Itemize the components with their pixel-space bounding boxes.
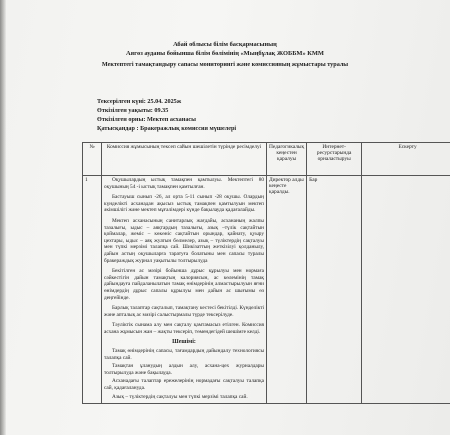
col-header-number: №	[83, 143, 102, 176]
decision-title: Шешімі:	[172, 339, 196, 346]
paragraph: Тәуліктік сынама алу мен сақталу қамтамасыз етілген. Комиссия асхана жұмысын жан – жақты тексеріп, төмендегідей шешімге келді.	[104, 322, 264, 335]
meta-time: Өткізілген уақыты: 09.35	[97, 107, 169, 114]
meta-participants: Қатысқандар : Бракеражлық комиссия мүшелері	[97, 125, 237, 132]
paragraph: Бастауыш сынып -26, ал орта 5-11 сынып -28 оқушы. Олардың күнделікті асханадан ақысыз ыстық тамақпен қамтылуын мектеп әкімшілігі және мектеп мұғалімдері күнде бақылауда қадағалайды.	[104, 194, 264, 214]
row-council: Директор алды кеңесте қаралды.	[267, 176, 307, 404]
row-note	[362, 176, 450, 404]
col-header-council: Педагогикалық кеңестен қаралуы	[267, 143, 307, 176]
meta-place: Өткізілген орны: Мектеп асханасы	[97, 116, 197, 123]
paragraph: Мектеп асханасының санитарлық жағдайы, асхананың жалпы тазалығы, ыдыс – аяқтардың тазалығы, азық –түлік сақтайтын қоймалар, жеміс – көкөніс сақтайтын орындар, қайнату, қуыру цехтары, ыдыс – аяқ жуатын бөлмелер, азық – түліктердің сақталуы мен түпкі мерзімі талапқа сай. Шикізаттың жеткізілуі қолданылу, дайын астың оқушыларға таратуға болатыны мен сапасы туралы бракераждық журнал уақытылы толтырылуда	[104, 217, 264, 264]
row-number: 1	[83, 176, 102, 404]
header-line-1: Абай облысы білім басқармасының	[173, 41, 277, 48]
paragraph: Бекітілген ас мәзірі бойынша дұрыс құрылуы мен нормаға сәйкестігін дайын тамақтың калориясын, ас көлемінің тамақ дайындауға пайдаланылатын тамақ өнімдерінің алмастырылуын яғни өнімдердің дұрыс сапалы құрылуы мен дайын ас шығымы өз деңгейінде.	[104, 268, 264, 301]
decision-paragraph: Асханадағы талаптар ережелерінің нормадағы сақталуы талапқа сай, қадағалануда.	[104, 378, 264, 392]
header-line-3: Мектептегі тамақтандыру сапасы мониторингі және комиссияның жұмыстары туралы	[101, 61, 349, 68]
decision-paragraph: Тамақ өнімдерінің сапасы, тағамдардың дайындалу технологиясы талапқа сай.	[104, 348, 264, 361]
decision-paragraph: Тамақтан ұланудың алдын алу, асхана-цех журналдары толтырылуда және бақылауда.	[104, 363, 264, 376]
meta-date: Тексерілген күні: 25.04. 2025ж	[97, 98, 182, 105]
col-header-commission: Комиссия жұмысының тексеп сайын шешілетін түрінде ресімделуі	[102, 143, 267, 176]
table-row	[83, 176, 450, 404]
col-header-internet: Интернет-ресурстарында орналастыруы	[307, 143, 362, 176]
row-internet: Бар	[307, 176, 362, 404]
col-header-note: Ескерту	[362, 143, 450, 176]
table-header-row	[83, 143, 450, 176]
header-line-2: Аягөз ауданы бойынша білім бөлімінің «Мыңбұлақ ЖОББМ» КММ	[126, 50, 324, 57]
decision-body	[104, 348, 264, 400]
row-commission-text	[102, 176, 267, 404]
commission-table	[82, 142, 450, 404]
paragraph: Оқушылардың ыстық тамақпен қамтылуы. Мектептегі 80 оқушының 54 -і ыстық тамақпен қамтылған.	[104, 177, 264, 190]
decision-paragraph: Азық – түліктердің сақталуы мен түпкі мерзімі талапқа сай.	[112, 393, 248, 400]
paragraph: Барлық талаптар сақталып, тамақтану кестесі бекітілді. Күнделікті және апталық ас мәзірі салыстырмалы түрде тексерілуде.	[104, 305, 264, 318]
commission-body	[104, 177, 264, 400]
